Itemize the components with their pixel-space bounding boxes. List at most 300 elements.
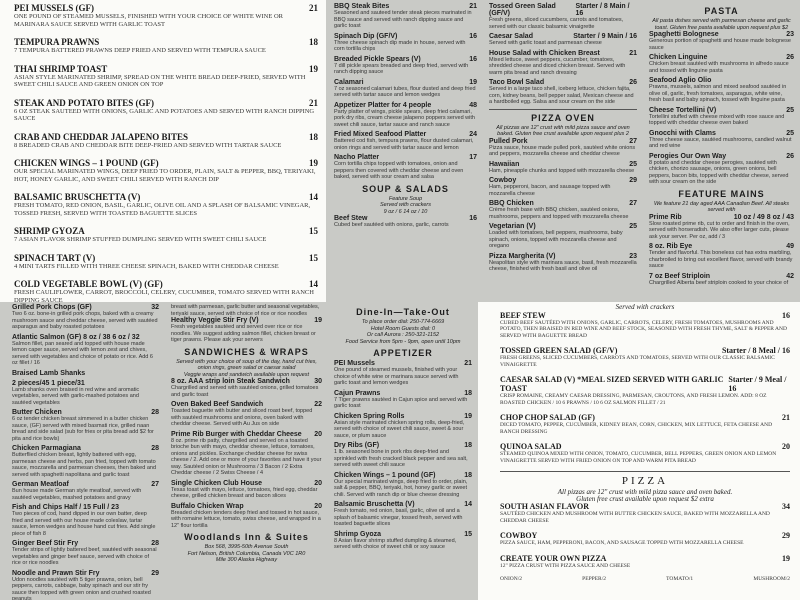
menu-item-row	[649, 107, 794, 114]
menu-item-description: DICED TOMATO, PEPPER, CUCUMBER, KIDNEY BEAN, CORN, CHICKEN, MIX LETTUCE, FETA CHEESE AND RANCH DRESSING	[500, 422, 773, 435]
menu-item-row	[334, 501, 472, 508]
menu-item-price: 21	[464, 360, 472, 367]
menu-item-row	[649, 77, 794, 84]
menu-item-price: 26	[629, 79, 637, 86]
menu-item-name: Braised Lamb Shanks	[12, 369, 86, 377]
menu-item-price: Starter / 9 Meal / 16	[728, 375, 787, 393]
menu-item-name: Cheese Tortellini (V)	[649, 106, 717, 114]
menu-item-description: Chicken breast sautéed with mushrooms in alfredo sauce and tossed with linguine pasta	[649, 61, 789, 74]
menu-item	[334, 215, 477, 229]
menu-item-row	[489, 3, 637, 17]
menu-item-description: Udon noodles sautéed with 5 tiger prawns, onion, bell peppers, carrots, cabbage, baby spinach and our stir fry sauce then topped with green onion and crushed roasted peanuts	[12, 576, 151, 600]
menu-item-name: Cowboy	[489, 177, 517, 184]
divider	[500, 471, 790, 472]
menu-item-price: 20	[314, 502, 322, 510]
menu-item-price: 14	[309, 192, 318, 202]
menu-item	[649, 107, 794, 127]
menu-item-description: Neapolitan style with marinara sauce, basil, fresh mozzarella cheese, finished with fresh basil and olive oil	[489, 259, 637, 272]
menu-item-description: Bun house made German style meatloaf, served with sautéed vegetables, mashed potatoes and gravy	[12, 488, 142, 501]
menu-item-price: 29	[629, 177, 637, 184]
menu-item-name: COWBOY	[500, 531, 538, 540]
menu-item-price: 27	[629, 200, 637, 207]
pizza-note: All pizzas are 12" crust with mild pizza sauce and oven baked.	[557, 488, 733, 496]
menu-item	[489, 3, 637, 30]
menu-item	[500, 442, 790, 464]
menu-item-row	[489, 200, 637, 207]
menu-item-price: 25	[629, 223, 637, 230]
topping-option: ONION/2	[500, 576, 522, 582]
menu-item	[14, 226, 318, 244]
menu-item-description: 8 Asian flavor shrimp stuffed dumpling & steamed, served with choice of sweet chili or soy sauce	[334, 537, 457, 550]
menu-item-price: 28	[151, 445, 159, 452]
menu-item-name: SPINACH TART (V)	[14, 252, 96, 263]
menu-item-name: COLD VEGETABLE BOWL (V) (GF)	[14, 279, 163, 289]
menu-item-name: THAI SHRIMP TOAST	[14, 63, 108, 74]
menu-item-row	[334, 472, 472, 479]
menu-item	[649, 153, 794, 186]
menu-item-price: 25	[629, 160, 637, 168]
menu-item	[649, 273, 794, 287]
menu-item-name: Nacho Platter	[334, 154, 380, 161]
menu-item-description: Tender strips of lightly battered beef, sautéed with seasonal vegetables and ginger beef sauce, served with choice of rice or rice noodles	[12, 547, 157, 566]
menu-item	[171, 480, 322, 500]
menu-item-description: Lamb shanks oven braised in red wine and aromatic vegetables, served with garlic-mashed potatoes and sautéed vegetables	[12, 386, 140, 406]
menu-item-price: 20	[782, 442, 790, 451]
menu-item-price: 16	[469, 215, 477, 222]
menu-item-price: 28	[151, 540, 159, 547]
menu-item-name: Chicken Wings – 1 pound (GF)	[334, 471, 436, 479]
menu-item	[12, 380, 159, 407]
topping-options	[500, 576, 790, 583]
menu-item-name: Fish and Chips Half / 15 Full / 23	[12, 504, 119, 511]
menu-item-row	[500, 413, 790, 422]
menu-item-description: Fresh greens, sliced cucumbers, carrots and tomatoes, served with our classic balsamic vinaigrette	[489, 17, 624, 30]
menu-item-row	[171, 378, 322, 385]
menu-item-price: 15	[309, 252, 318, 263]
menu-item-name: Dry Ribs (GF)	[334, 442, 380, 449]
menu-item-description: Texas toast with mayo, lettuce, tomatoes, fried egg, cheddar cheese, grilled chicken breast and bacon slices	[171, 486, 318, 499]
menu-item-price: 18	[309, 131, 318, 142]
menu-item-name: BALSAMIC BRUSCHETTA (V)	[14, 192, 141, 202]
menu-item	[489, 223, 637, 250]
menu-item-price: 19	[469, 78, 477, 86]
pizza-note: All pizzas are 12" crust with mild pizza sauce and oven baked. Gluten free crust available upon request plus 2	[496, 124, 630, 137]
menu-item	[489, 177, 637, 197]
soup-label: Feature Soup	[388, 195, 423, 202]
menu-item	[14, 3, 318, 28]
menu-item-row	[14, 64, 318, 74]
menu-item-description: CUBED BEEF SAUTÉED WITH ONIONS, GARLIC, CARROTS, CELERY, FRESH TOMATOES, MUSHROOMS AND POTATO, THEN BRAISED IN RED WINE AND BEEF STOCK, SEASONED WITH FRESH THYME, SALT & PEPPER AND SERVED WITH BAGUETTE BREAD	[500, 319, 787, 339]
topping-option: TOMATO/1	[666, 576, 694, 582]
menu-item-name: Gnocchi with Clams	[649, 129, 716, 137]
menu-item-description: Ham, pineapple chunks and topped with mozzarella cheese	[489, 167, 635, 174]
topping-option: PEPPER/2	[582, 576, 606, 582]
menu-page-entrees	[0, 302, 165, 600]
menu-item-row	[12, 481, 159, 488]
section-heading: SOUP & SALADS	[362, 183, 449, 194]
menu-item-description: 7 TEMPURA BATTERED PRAWNS DEEP FRIED AND SERVED WITH TEMPURA SAUCE	[14, 47, 266, 54]
menu-item-name: Noodle and Prawn Stir Fry	[12, 569, 100, 577]
menu-item-name: Oven Baked Beef Sandwich	[171, 401, 264, 408]
menu-item-description: Corn tortilla chips topped with tomatoes, onion and peppers then covered with cheddar cheese and oven baked, served with sour cream and salsa	[334, 161, 464, 180]
menu-item	[334, 79, 477, 99]
menu-item	[489, 50, 637, 77]
menu-item-row	[500, 311, 790, 320]
menu-page-salads-pizza	[483, 0, 643, 302]
menu-item-name: Healthy Veggie Stir Fry (V)	[171, 317, 259, 324]
menu-item	[14, 64, 318, 89]
menu-item-price: 29	[151, 569, 159, 577]
menu-item	[334, 131, 477, 151]
menu-item-description: OUR SPECIAL MARINATED WINGS, DEEP FRIED TO ORDER, PLAIN, SALT & PEPPER, BBQ, TERIYAKI, HOT, HONEY GARLIC, AND SWEET CHILI SERVED WITH RANCH DIP	[14, 168, 316, 183]
menu-page-pasta-mains	[643, 0, 800, 302]
menu-item-description: 1 lb. seasoned bone in pork ribs deep-fried and sprinkled with fresh cracked black pepper and sea salt, served with sweet chili sauce	[334, 449, 468, 468]
menu-item-name: Ginger Beef Stir Fry	[12, 540, 79, 547]
menu-item-name: CAESAR SALAD (V) *MEAL SIZED SERVED WITH GARLIC TOAST	[500, 375, 724, 393]
menu-item	[500, 311, 790, 340]
menu-item-row	[14, 279, 318, 289]
menu-item	[334, 531, 472, 551]
menu-item-description: Ham, pepperoni, bacon, and sausage topped with mozzarella cheese	[489, 184, 611, 197]
menu-item-price: 19	[309, 63, 318, 74]
menu-item-price: 21	[469, 3, 477, 10]
menu-item-price: 21	[629, 49, 637, 57]
menu-item-description: Party platter of wings, pickle spears, deep fried calamari, pork dry ribs, cream cheese jalapeno poppers served with sweet chili sauce, tartar sauce and ranch sauce	[334, 108, 475, 128]
menu-item	[649, 130, 794, 150]
menu-item-description: Pizza sauce, house made pulled pork, sautéed white onions and peppers, mozzarella cheese and cheddar cheese	[489, 144, 636, 157]
menu-item-name: STEAK AND POTATO BITES (GF)	[14, 97, 155, 108]
menu-item-description: 12" PIZZA CRUST WITH PIZZA SAUCE AND CHEESE	[500, 562, 631, 569]
menu-item-description: 4 MINI TARTS FILLED WITH THREE CHEESE SPINACH, BAKED WITH CHEDDAR CHEESE	[14, 262, 279, 270]
menu-item-name: Grilled Pork Chops (GF)	[12, 304, 92, 311]
menu-item-name: Atlantic Salmon (GF) 8 oz / 38 6 oz / 32	[12, 333, 140, 341]
section-heading: PIZZA	[621, 475, 669, 487]
menu-item-name: Buffalo Chicken Wrap	[171, 502, 244, 510]
menu-item-price: 30	[314, 378, 322, 385]
section-heading: FEATURE MAINS	[678, 188, 765, 199]
menu-item-row	[14, 37, 318, 47]
menu-item-name: Butter Chicken	[12, 409, 62, 416]
menu-item-row	[334, 79, 477, 86]
menu-item-price: 23	[786, 31, 794, 38]
menu-item-name: Prime Rib Burger with Cheddar Cheese	[171, 430, 302, 438]
menu-item	[334, 501, 472, 528]
menu-item-row	[12, 504, 159, 511]
menu-item	[171, 431, 322, 477]
carryover-note: Served with crackers	[615, 303, 675, 311]
menu-item-description: Tender and flavorful. This boneless cut has extra marbling, charbroiled to bring out excellent flavor, served with brandy sauce	[649, 250, 793, 269]
menu-item-description: FRESH GREENS, SLICED CUCUMBERS, CARROTS AND TOMATOES, SERVED WITH OUR CLASSIC BALSAMIC VINAIGRETTE	[500, 355, 775, 368]
menu-item-name: PEI Mussels	[334, 360, 375, 367]
hotel-address-line: Box 568, 3995-50th Avenue South	[204, 544, 289, 550]
menu-item-description: Served with garlic toast and parmesan cheese	[489, 40, 602, 46]
menu-item-price: 25	[786, 129, 794, 137]
menu-item-row	[14, 98, 318, 108]
menu-item-description: Tortellini stuffed with cheese mixed with rose sauce and topped with cheddar cheese oven baked	[649, 113, 785, 126]
menu-item-price: 16	[782, 310, 790, 320]
menu-item-description: Chargrilled and served with sautéed onions, grilled tomatoes and garlic toast	[171, 385, 319, 398]
menu-item-price: Starter / 9 Main / 16	[573, 33, 637, 40]
menu-item-name: House Salad with Chicken Breast	[489, 49, 600, 57]
menu-item-price: 19	[782, 553, 790, 563]
menu-item	[171, 317, 322, 344]
menu-item-price: 16	[469, 55, 477, 63]
menu-item	[334, 154, 477, 181]
menu-item-price: 10 oz / 49 8 oz / 43	[733, 213, 794, 221]
menu-item-description: Battered cod fish, tempura prawns, flour dusted calamari, onion rings and served with tartar sauce and lemon	[334, 138, 474, 151]
menu-item-description: 8 oz. prime rib patty, chargrilled and served on a toasted brioche bun with mayo, cheddar cheese, lettuce, tomatoes, onions and pickles. Exchange cheddar cheese for swiss cheese / 2. Add one or more of your favorites and have it your way. Sautéed onion or Mushrooms / 3 Bacon / 2 Extra Cheddar cheese / 2 Swiss Cheese / 4	[171, 437, 322, 476]
gluten-free-note: Gluten free crust available upon request $2 extra	[576, 494, 714, 503]
menu-item-description: Seasoned and sauteed tender steak pieces marinated in BBQ sauce and served with ranch dipping sauce and garlic toast	[334, 10, 472, 29]
menu-item-row	[12, 540, 159, 547]
menu-item-row	[171, 503, 322, 510]
menu-item-description: STEAMED QUINOA MIXED WITH ONION, TOMATO, CUCUMBER, BELL PEPPERS, GREEN ONION AND LEMON VINAIGRETTE SERVED WITH FRIED ONION ON TOP AND WARM PITA BREAD	[500, 451, 777, 464]
menu-item-price: 28	[151, 409, 159, 416]
menu-item-description: Two pieces of cod, hand dipped in our own batter, deep fried and served with our house made coleslaw, tartar sauce, lemon wedges and house hand cut fries. Add single piece of fish 8	[12, 511, 156, 537]
menu-item-name: Tossed Green Salad (GF/V)	[489, 3, 556, 17]
menu-item-description: 8 potato and cheddar cheese perogies, sautéed with chicken, chorizo sausage, onions, green onions, bell peppers, bacon bits, topped with cheddar cheese, served with sour cream on the side	[649, 159, 789, 185]
menu-item-description: 7 Tiger prawns sautéed in Cajun spice and served with garlic toast	[334, 396, 468, 409]
menu-item-price: 48	[469, 101, 477, 109]
menu-item	[500, 502, 790, 524]
menu-item-description: One pound of steamed mussels, finished with your choice of white wine or marinara sauce served with garlic toast and lemon wedges	[334, 367, 459, 386]
menu-item	[334, 360, 472, 387]
menu-item-description: Loaded with tomatoes, bell peppers, mushrooms, baby spinach, onions, topped with mozzarella cheese and oregano	[489, 230, 623, 249]
menu-item-name: Chicken Linguine	[649, 54, 708, 61]
menu-item-name: Perogies Our Own Way	[649, 152, 727, 160]
menu-item-description: Served in a large taco shell, iceberg lettuce, chicken fajita, corn, kidney beans, bell pepper salad, Mexican cheese and a hardboiled egg. Salsa and sour cream on the side	[489, 86, 634, 105]
menu-item-row	[14, 192, 318, 202]
menu-item-name: German Meatloaf	[12, 481, 69, 488]
order-info-line: To place order dial: 250-774-6669	[361, 319, 445, 325]
menu-item-price: 15	[464, 530, 472, 538]
menu-item-row	[171, 401, 322, 408]
menu-item-row	[649, 214, 794, 221]
menu-item-description: Chargrilled Alberta beef striploin cooked to your choice of	[649, 279, 789, 286]
menu-item-description: Two 6 oz. bone-in grilled pork chops, baked with a creamy mushroom sauce and cheddar cheese, served with sautéed asparagus and baby roasted potatoes	[12, 311, 158, 330]
menu-item	[334, 102, 477, 129]
veggie-note: Veggie wraps and sandwich available upon request	[183, 371, 310, 378]
menu-item-name: Spinach Dip (GF/V)	[334, 32, 398, 40]
menu-item-name: CRAB AND CHEDDAR JALAPENO BITES	[14, 131, 189, 142]
menu-item	[12, 570, 159, 600]
menu-item-row	[171, 317, 322, 324]
menu-item	[171, 503, 322, 530]
menu-item-row	[649, 130, 794, 137]
menu-item-description: Slow roasted prime rib, cut to order and finish in the oven, served with horseradish. We also offer larger cuts, please ask your server. Per oz, add / 3	[649, 220, 790, 240]
order-info-line: Food Service from 5pm - 9pm, open until 10pm	[345, 338, 461, 345]
menu-item-row	[334, 360, 472, 367]
menu-item-price: 18	[464, 442, 472, 449]
soup-sizes: 9 oz / 6 14 oz / 10	[383, 208, 428, 215]
menu-item-name: PEI MUSSELS (GF)	[14, 3, 95, 13]
menu-item-price: 22	[314, 401, 322, 408]
menu-item-row	[649, 273, 794, 280]
menu-item-name: Balsamic Bruschetta (V)	[334, 501, 415, 508]
menu-item-row	[334, 390, 472, 397]
menu-item-name: TEMPURA PRAWNS	[14, 37, 100, 47]
menu-item-description: Crème fresh base with BBQ chicken, sautéed onions, mushrooms, peppers and topped with mozzarella cheese	[489, 207, 629, 220]
menu-item-name: SHRIMP GYOZA	[14, 226, 85, 236]
menu-item-row	[649, 243, 794, 250]
menu-item-name: CHOP CHOP SALAD (GF)	[500, 413, 595, 422]
menu-item-description: Three cheese sauce, sautéed mushrooms, candied walnut and red wine	[649, 136, 792, 149]
menu-item-row	[500, 502, 790, 511]
menu-item-name: CREATE YOUR OWN PIZZA	[500, 553, 607, 563]
menu-item-name: Chicken Parmagiana	[12, 445, 81, 452]
menu-item-name: Pulled Pork	[489, 137, 528, 145]
menu-item-row	[334, 33, 477, 40]
menu-item	[500, 375, 790, 406]
menu-page-order-info	[328, 302, 478, 600]
menu-page-soups-pizza	[478, 302, 800, 600]
menu-item-row	[14, 158, 318, 168]
menu-item-description: 7 ASIAN FLAVOR SHRIMP STUFFED DUMPLING SERVED WITH SWEET CHILI SAUCE	[14, 236, 267, 243]
menu-item	[14, 158, 318, 183]
menu-item-row	[334, 56, 477, 63]
menu-item-description: Cubed beef sautéed with onions, garlic, carrots	[334, 222, 449, 228]
menu-item-name: Cajun Prawns	[334, 389, 381, 397]
soup-description: Served with crackers	[379, 202, 432, 208]
menu-item-name: SOUTH ASIAN FLAVOR	[500, 502, 590, 511]
section-heading: SANDWICHES & WRAPS	[184, 346, 309, 357]
menu-item-price: 21	[309, 97, 318, 108]
menu-item-row	[500, 531, 790, 540]
menu-item-price: 26	[786, 152, 794, 160]
menu-item	[12, 304, 159, 331]
menu-item	[12, 481, 159, 501]
menu-item-price: 26	[786, 54, 794, 61]
menu-item-row	[489, 223, 637, 230]
menu-item-row	[12, 380, 159, 387]
menu-item-row	[334, 531, 472, 538]
menu-item-price: 49	[786, 243, 794, 250]
menu-item-description: 8 BREADED CRAB AND CHEDDAR BITE DEEP-FRIED AND SERVED WITH TARTAR SAUCE	[14, 141, 282, 149]
menu-item-row	[12, 445, 159, 452]
menu-item	[12, 334, 159, 367]
menu-item-description: 7 oz seasoned calamari tubes, flour dusted and deep fried served with tartar sauce and lemon wedges	[334, 85, 476, 98]
menu-item	[171, 401, 322, 428]
menu-item-row	[489, 50, 637, 57]
menu-item-row	[171, 431, 322, 438]
menu-item-description: Generous portion of spaghetti and house made bolognese sauce	[649, 38, 791, 51]
menu-item-name: Shrimp Gyoza	[334, 530, 382, 538]
menu-item-row	[334, 102, 477, 109]
menu-item	[14, 192, 318, 217]
menu-item-name: Vegetarian (V)	[489, 223, 536, 230]
menu-item-description: 6 OZ STEAK SAUTEED WITH ONIONS, GARLIC AND POTATOES AND SERVED WITH RANCH DIPPING SAUCE	[14, 107, 315, 122]
menu-item-row	[14, 3, 318, 13]
menu-item-price: 14	[309, 279, 318, 289]
menu-item	[334, 56, 477, 76]
menu-item-name: Taco Bowl Salad	[489, 79, 545, 86]
section-heading: APPETIZER	[373, 348, 433, 358]
menu-item-row	[14, 226, 318, 236]
hotel-name: Woodlands Inn & Suites	[184, 532, 309, 542]
menu-item-price: 34	[782, 502, 790, 511]
menu-item	[489, 33, 637, 47]
menu-item	[500, 554, 790, 570]
menu-page-appetizers-right	[326, 0, 483, 302]
divider	[489, 109, 637, 110]
menu-item-row	[171, 480, 322, 487]
order-info-line: Or call Aurora : 250-321-1152	[366, 332, 440, 338]
menu-item-price: 17	[469, 154, 477, 161]
menu-item	[12, 409, 159, 442]
menu-item-row	[489, 253, 637, 260]
menu-page-sandwiches	[165, 302, 328, 600]
menu-item	[649, 54, 794, 74]
menu-item-row	[489, 161, 637, 168]
menu-item-price: 15	[309, 226, 318, 236]
menu-item-row	[12, 304, 159, 311]
menu-item-row	[649, 153, 794, 160]
menu-item	[12, 504, 159, 537]
menu-item	[500, 531, 790, 547]
menu-item	[334, 390, 472, 410]
menu-item-name: Fried Mixed Seafood Platter	[334, 131, 427, 138]
menu-item	[14, 132, 318, 150]
menu-item-description: ASIAN STYLE MARINATED SHRIMP, SPREAD ON THE WHITE BREAD DEEP-FRIED, SERVED WITH SWEET CHILI SAUCE AND GREEN ONION ON TOP	[14, 73, 306, 88]
menu-item-price: 25	[786, 106, 794, 114]
menu-item	[489, 253, 637, 273]
menu-item-name: TOSSED GREEN SALAD (GF/V)	[500, 346, 618, 355]
menu-item-name: Caesar Salad	[489, 33, 533, 40]
menu-item-price: 21	[309, 3, 318, 13]
menu-item-description: CRISP ROMAINE, CREAMY CAESAR DRESSING, PARMESAN, CROUTONS, AND FRESH LEMON. ADD: 8 OZ ROASTED CHICKEN / 10 6 PRAWNS / 10 6 OZ SALMON FILLET / 21	[500, 393, 767, 406]
menu-item-name: BBQ Chicken	[489, 200, 534, 207]
menu-item-row	[500, 554, 790, 563]
menu-item-name: Seafood Aglio Olio	[649, 77, 712, 84]
menu-item-row	[334, 442, 472, 449]
menu-item-row	[489, 138, 637, 145]
menu-item-row	[334, 131, 477, 138]
menu-item	[14, 253, 318, 271]
menu-item-row	[489, 33, 637, 40]
menu-item-description: Three cheese spinach dip made in house, served with corn tortilla chips	[334, 39, 466, 52]
menu-item-description: Salmon fillet, pan seared and topped with house made lemon caper sauce, served with lemon zest and chives, served with vegetables and choice of potato or rice. Add 6 oz fillet / 16	[12, 340, 153, 366]
menu-item-description: FRESH CAULIFLOWER, CARROT, BROCCOLI, CELERY, CUCUMBER, TOMATO SERVED WITH RANCH DIPPING SAUCE	[14, 289, 314, 302]
menu-item-row	[12, 334, 159, 341]
menu-item-name: Chicken Spring Rolls	[334, 412, 405, 420]
menu-item-price: 32	[151, 304, 159, 311]
menu-item-name: Single Chicken Club House	[171, 479, 263, 487]
menu-item	[489, 138, 637, 158]
menu-item-price: 20	[314, 430, 322, 438]
menu-item-price: 19	[309, 158, 318, 168]
menu-item-name: CHICKEN WINGS – 1 POUND (GF)	[14, 158, 159, 168]
menu-item-row	[489, 79, 637, 86]
menu-item-row	[334, 413, 472, 420]
menu-item	[649, 214, 794, 241]
menu-item-row	[12, 409, 159, 416]
menu-item-row	[489, 177, 637, 184]
menu-item-name: Appetizer Platter for 4 people	[334, 101, 432, 109]
menu-item-name: Spaghetti Bolognese	[649, 31, 719, 38]
menu-item-price: 27	[629, 137, 637, 145]
menu-item-row	[500, 346, 790, 355]
menu-item-description: Fresh vegetables sautéed and served over rice or rice noodles. We suggest adding salmon fillet, chicken breast or tiger prawns. Please ask your servers	[171, 324, 316, 343]
menu-item-price: 21	[782, 413, 790, 422]
menu-item-price: 24	[469, 131, 477, 138]
menu-item-description: 7 dill pickle spears breaded and deep fried, served with ranch dipping sauce	[334, 62, 469, 75]
menu-item	[500, 413, 790, 435]
menu-item-price: 27	[151, 481, 159, 488]
menu-item-row	[649, 54, 794, 61]
menu-item-name: QUINOA SALAD	[500, 442, 562, 451]
menu-item-price: 42	[786, 272, 794, 280]
menu-item-name: 2 pieces/45 1 piece/31	[12, 379, 85, 387]
